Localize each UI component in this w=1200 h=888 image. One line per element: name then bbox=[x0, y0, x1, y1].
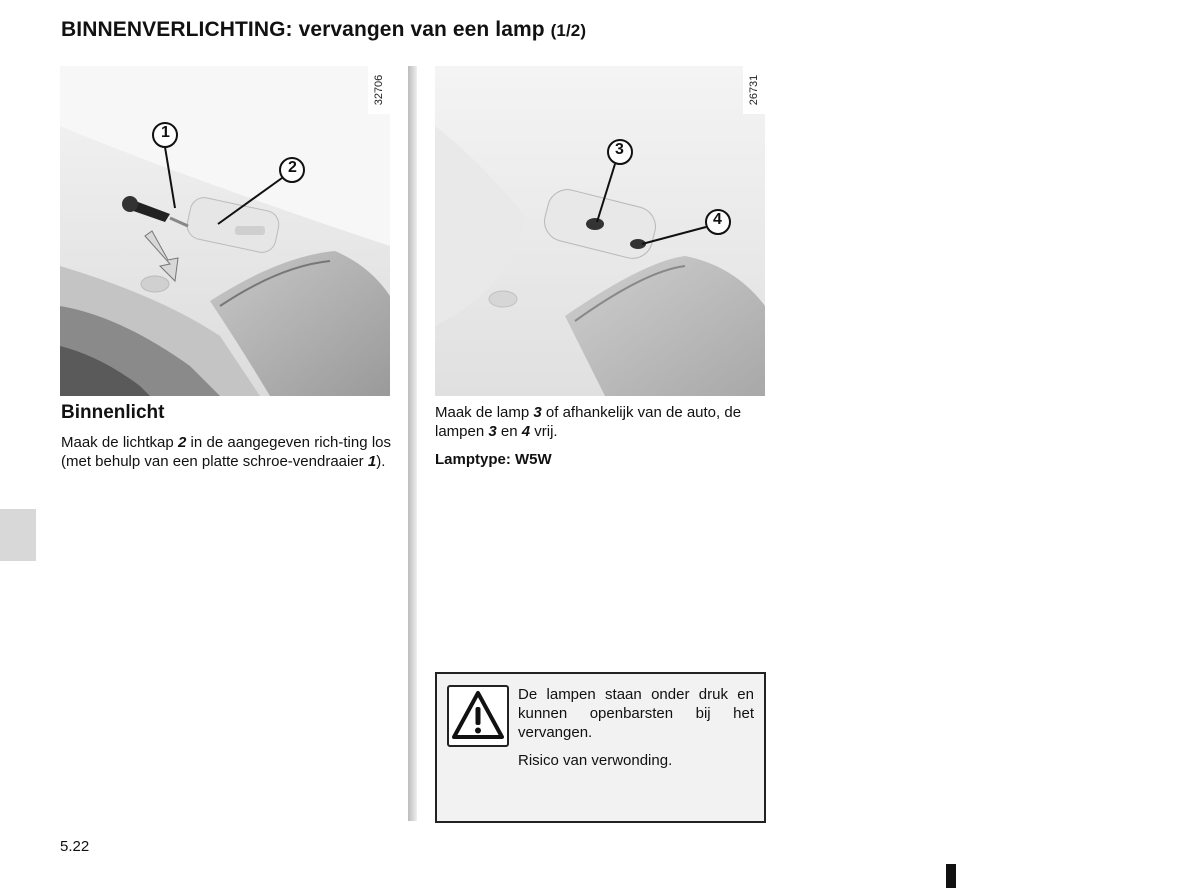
warning-text bbox=[518, 685, 754, 779]
figure-code: 26731 bbox=[748, 74, 760, 106]
warning-line-1: De lampen staan onder druk en kunnen openbarsten bij het vervangen. bbox=[518, 686, 754, 741]
warning-line-2: Risico van verwonding. bbox=[518, 752, 673, 769]
page-title bbox=[61, 18, 586, 42]
callout-3: 3 bbox=[615, 141, 624, 158]
column-divider bbox=[408, 66, 417, 821]
callout-1: 1 bbox=[161, 124, 170, 141]
warning-triangle-icon bbox=[447, 685, 509, 747]
callout-2: 2 bbox=[288, 159, 297, 176]
page-number: 5.22 bbox=[60, 838, 90, 855]
chapter-tab bbox=[0, 509, 36, 561]
page-title-text: BINNENVERLICHTING: vervangen van een lamp bbox=[61, 18, 545, 41]
page-part: (1/2) bbox=[550, 21, 587, 40]
warning-box bbox=[435, 672, 766, 823]
instruction-text-right: Maak de lamp 3 of afhankelijk van de auto, de lampen 3 en 4 vrij. bbox=[435, 404, 742, 440]
page-corner-mark bbox=[946, 864, 956, 888]
section-heading: Binnenlicht bbox=[61, 402, 165, 423]
lamp-type: Lamptype: W5W bbox=[435, 451, 552, 468]
figure-code: 32706 bbox=[373, 74, 385, 106]
instruction-text-left: Maak de lichtkap 2 in de aangegeven rich-ting los (met behulp van een platte schroe-vendraaier 1). bbox=[61, 434, 391, 470]
photo-interior-light-lamps bbox=[435, 66, 765, 396]
callout-4: 4 bbox=[713, 211, 722, 228]
photo-interior-light-removal bbox=[60, 66, 390, 396]
